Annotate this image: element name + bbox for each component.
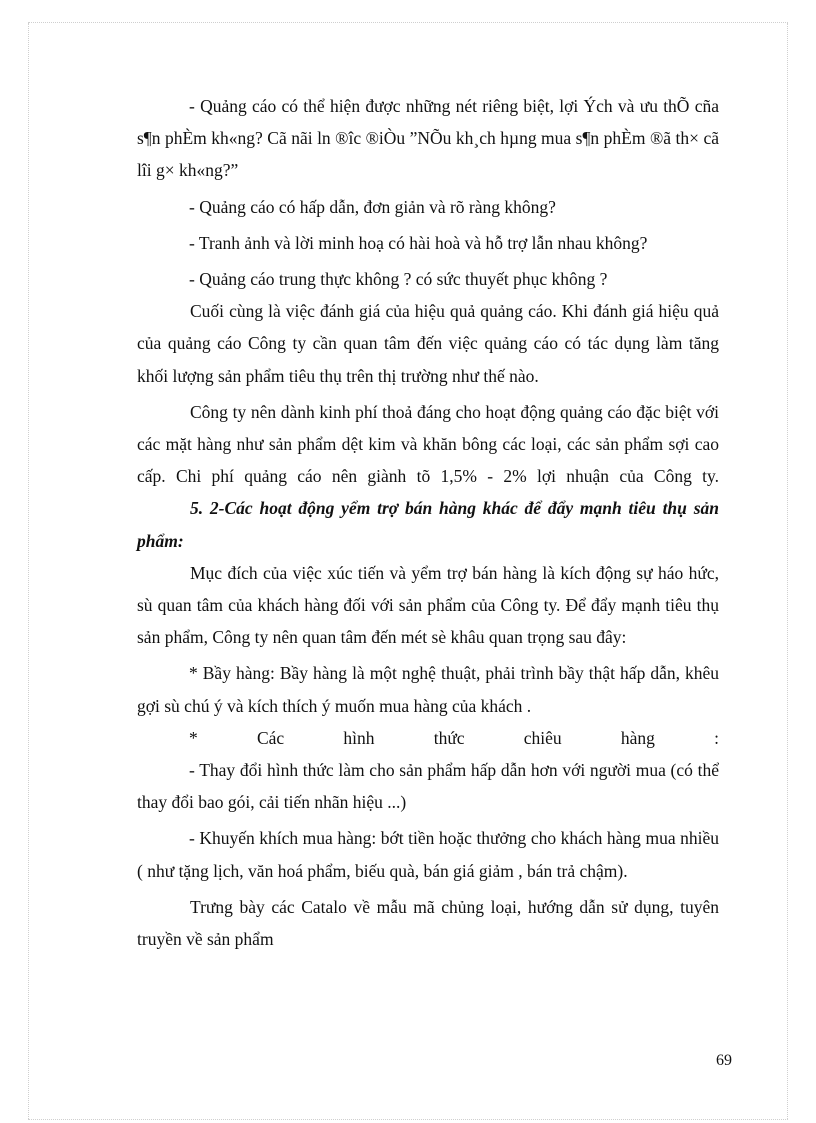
paragraph-catalog: Trưng bày các Catalo về mẫu mã chủng loại, hướng dẫn sử dụng, tuyên truyền về sản phẩm <box>137 896 719 950</box>
paragraph-criteria-honesty: - Quảng cáo trung thực không ? có sức thuyết phục không ? <box>189 269 608 290</box>
paragraph-incentives: - Khuyến khích mua hàng: bớt tiền hoặc thưởng cho khách hàng mua nhiều ( như tặng lịch, văn hoá phẩm, biếu quà, bán giá giảm , bán trả chậm). <box>137 828 719 881</box>
body-text <box>137 90 719 955</box>
paragraph-display: * Bầy hàng: Bầy hàng là một nghệ thuật, phải trình bầy thật hấp dẫn, khêu gợi sù chú ý và kích thích ý muốn mua hàng của khách . <box>137 663 719 716</box>
paragraph-criteria-illustration: - Tranh ảnh và lời minh hoạ có hài hoà và hỗ trợ lẫn nhau không? <box>189 232 648 253</box>
page-number: 69 <box>716 1052 732 1069</box>
paragraph-purpose: Mục đích của việc xúc tiến và yểm trợ bán hàng là kích động sự háo hức, sù quan tâm của khách hàng đối với sản phẩm của Công ty. Để đẩy mạnh tiêu thụ sản phẩm, Công ty nên quan tâm đến mét sè khâu quan trọng sau đây: <box>137 562 719 648</box>
paragraph-criteria-attractive: - Quảng cáo có hấp dẫn, đơn giản và rõ ràng không? <box>189 196 556 217</box>
paragraph-promotion-forms: * Các hình thức chiêu hàng : <box>189 727 719 748</box>
paragraph-budget: Công ty nên dành kinh phí thoả đáng cho hoạt động quảng cáo đặc biệt với các mặt hàng như sản phẩm dệt kim và khăn bông các loại, các sản phẩm sợi cao cấp. Chi phí quảng cáo nên giành tõ 1,5% - 2% lợi nhuận của Công ty. <box>137 401 719 487</box>
paragraph-effectiveness: Cuối cùng là việc đánh giá của hiệu quả quảng cáo. Khi đánh giá hiệu quả của quảng cáo Công ty cần quan tâm đến việc quảng cáo có tác dụng làm tăng khối lượng sản phẩm tiêu thụ trên thị trường như thế nào. <box>137 301 719 386</box>
section-heading: 5. 2-Các hoạt động yểm trợ bán hàng khác để đẩy mạnh tiêu thụ sản phẩm: <box>137 498 719 551</box>
paragraph-criteria-uniqueness: - Quảng cáo có thể hiện được những nét riêng biệt, lợi Ých và ưu thÕ cña s¶n phÈm kh«ng? Cã nãi ln ®îc ®iÒu ”NÕu kh¸ch hµng mua s¶n phÈm ®ã th× cã lîi g× kh«ng?” <box>137 96 719 181</box>
paragraph-form-change: - Thay đổi hình thức làm cho sản phẩm hấp dẫn hơn với người mua (có thể thay đổi bao gói, cải tiến nhãn hiệu ...) <box>137 760 719 813</box>
